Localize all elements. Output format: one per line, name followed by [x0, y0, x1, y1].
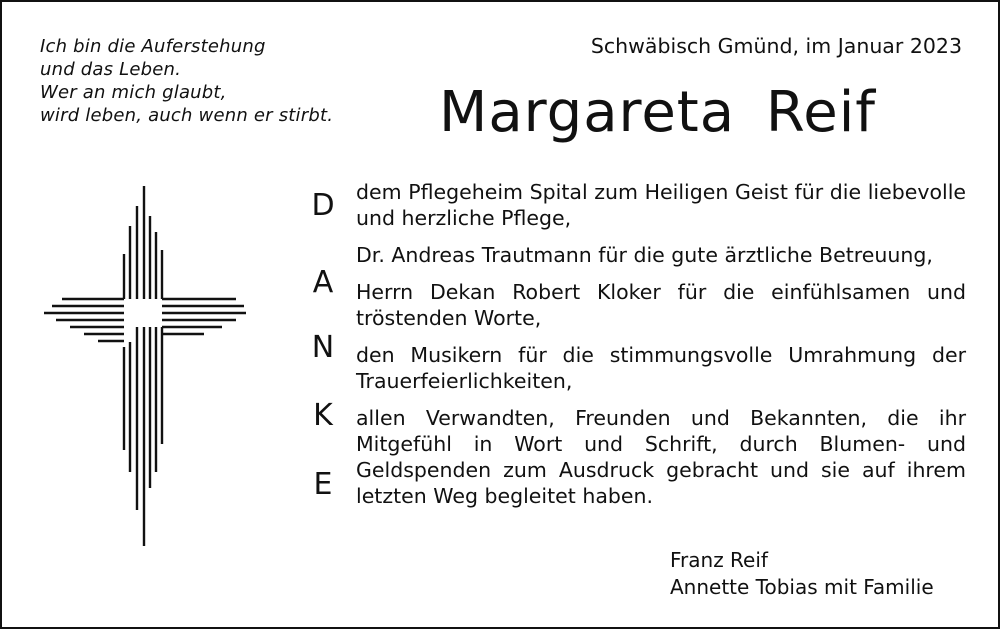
verse-line: und das Leben.	[40, 59, 182, 80]
signature	[670, 547, 934, 601]
signature-line: Annette Tobias mit Familie	[670, 575, 934, 599]
bible-verse	[40, 35, 333, 127]
place-date: Schwäbisch Gmünd, im Januar 2023	[590, 34, 962, 58]
deceased-name: Margareta Reif	[439, 80, 876, 145]
thanks-paragraph: allen Verwandten, Freunden und Bekannten, die ihr Mitgefühl in Wort und Schrift, durch Blumen- und Geldspenden zum Ausdruck gebracht und sie auf ihrem letzten Weg begleitet haben.	[356, 406, 966, 508]
thanks-paragraph: Dr. Andreas Trautmann für die gute ärztliche Betreuung,	[356, 243, 933, 267]
danke-letter: E	[313, 467, 333, 502]
thanks-paragraph: den Musikern für die stimmungsvolle Umrahmung der Trauerfeierlichkeiten,	[356, 343, 966, 393]
thanks-text	[356, 179, 966, 520]
danke-letter: A	[312, 265, 334, 300]
danke-letter: K	[313, 398, 333, 433]
danke-letter: D	[311, 188, 335, 223]
signature-line: Franz Reif	[670, 548, 768, 572]
verse-line: Ich bin die Auferstehung	[40, 36, 266, 57]
thanks-paragraph: dem Pflegeheim Spital zum Heiligen Geist für die liebevolle und herzliche Pflege,	[356, 180, 966, 230]
danke-letter: N	[311, 330, 335, 365]
thanks-paragraph: Herrn Dekan Robert Kloker für die einfühlsamen und tröstenden Worte,	[356, 280, 966, 330]
cross-icon	[40, 182, 250, 552]
verse-line: Wer an mich glaubt,	[40, 82, 227, 103]
verse-line: wird leben, auch wenn er stirbt.	[40, 105, 334, 126]
